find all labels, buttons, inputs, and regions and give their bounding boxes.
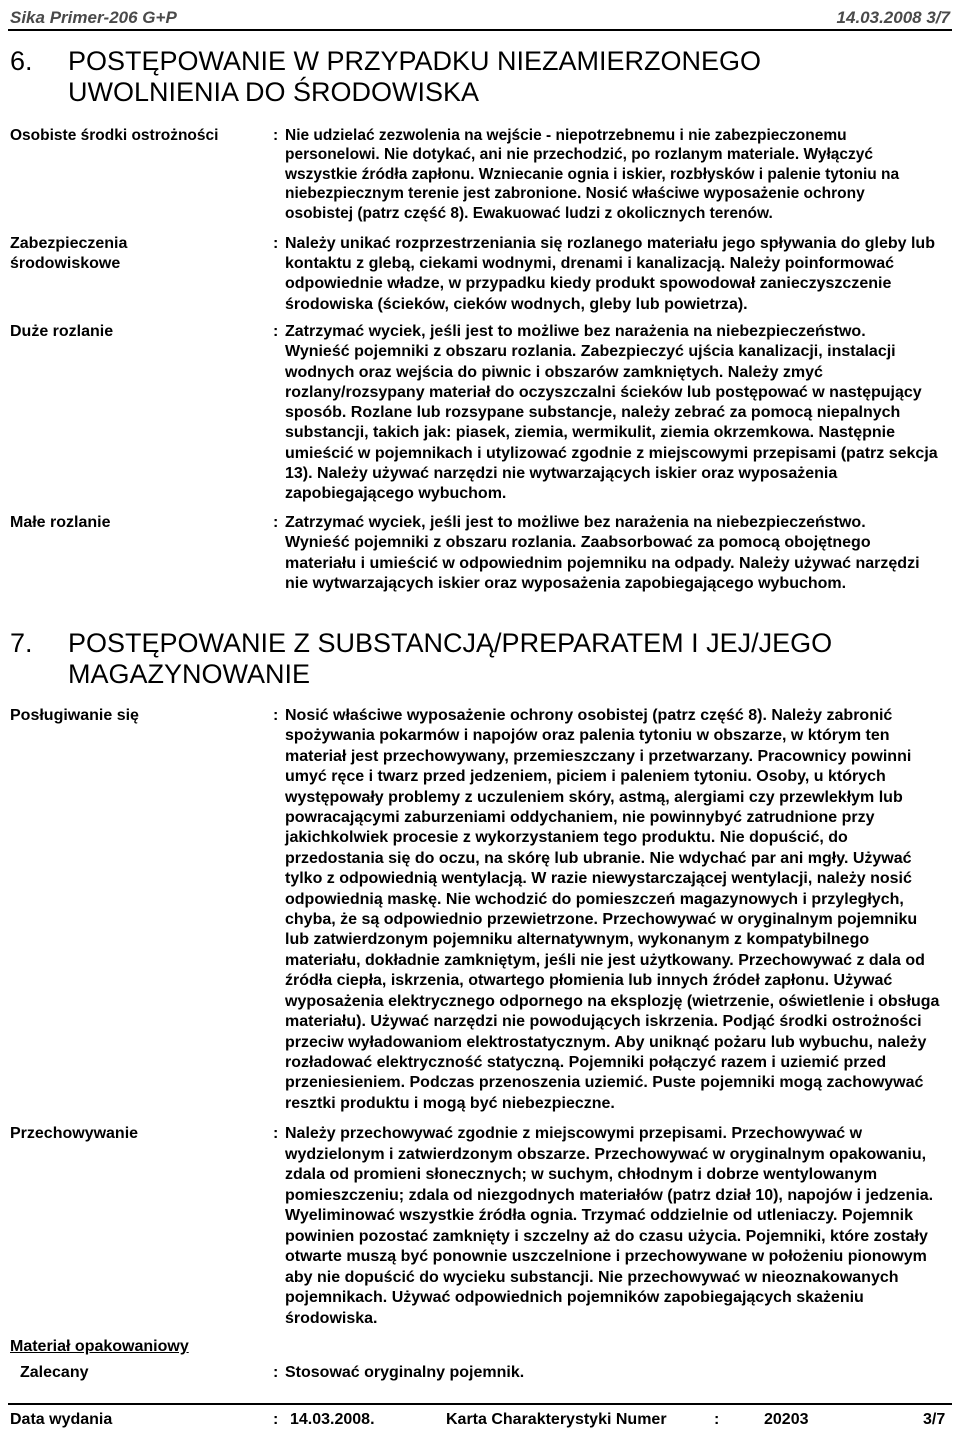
- text-line: nie wytwarzających iskier oraz wyposażenia zapobiegającego wybuchom.: [285, 574, 847, 592]
- handling-label: Posługiwanie się: [10, 707, 139, 724]
- field-colon: :: [273, 1364, 279, 1381]
- section-7-title: [68, 628, 928, 690]
- text-line: kontaktu z glebą, ciekami wodnymi, drenami i kanalizacją. Należy poinformować: [285, 255, 895, 273]
- personal-precautions-text: [285, 126, 953, 223]
- environmental-precautions-text: [285, 234, 953, 315]
- packaging-recommended-label: Zalecany: [20, 1364, 89, 1381]
- text-line: wodnych oraz wejścia do piwnic i obszarów zamkniętych. Należy zmyć: [285, 363, 823, 381]
- text-line: tylko z odpowiednią wentylacją. W razie niewystarczającej wentylacji, należy nosić: [285, 870, 912, 888]
- small-spill-label: Małe rozlanie: [10, 514, 111, 531]
- section-6-title-line2: UWOLNIENIA DO ŚRODOWISKA: [68, 77, 480, 107]
- text-line: Wynieść pojemniki z obszaru rozlania. Zaabsorbować za pomocą obojętnego: [285, 534, 871, 552]
- field-colon: :: [273, 127, 279, 144]
- text-line: powinien pozostać zamknięty i szczelny aż do czasu użycia. Pojemniki, które zostały: [285, 1227, 928, 1245]
- header-date-page: 14.03.2008 3/7: [836, 8, 950, 27]
- storage-label: Przechowywanie: [10, 1125, 139, 1142]
- text-line: pojemnikach. Używać odpowiednich pojemników zapobiegających skażeniu: [285, 1289, 864, 1306]
- text-line: umyć ręce i twarz przed jedzeniem, piciem i paleniem tytoniu. Osoby, u których: [285, 768, 886, 786]
- field-colon: :: [714, 1411, 720, 1428]
- text-line: Należy unikać rozprzestrzeniania się rozlanego materiału jego spływania do gleby lub: [285, 235, 935, 252]
- label-line: środowiskowe: [10, 255, 121, 272]
- text-line: środowiska.: [285, 1309, 378, 1327]
- text-line: wszystkie źródła zapłonu. Wzniecanie ognia i iskier, rozbłysków i palenie tytoniu na: [285, 165, 900, 183]
- footer-sheet-label: Karta Charakterystyki Numer: [446, 1411, 667, 1428]
- text-line: zdala od promieni słonecznych; w suchym, chłodnym i dobrze wentylowanym: [285, 1166, 878, 1183]
- text-line: źródła ciepła, iskrzenia, otwartego płomienia lub innych źródeł zapłonu. Używać: [285, 972, 893, 990]
- text-line: spożywania pokarmów i napojów oraz palenia tytoniu w obszarze, w którym ten: [285, 727, 890, 745]
- text-line: odpowiednie władze, w przypadku kiedy produkt spowodował zanieczyszczenie: [285, 275, 892, 293]
- text-line: występowały problemy z uczuleniem skóry, astmą, alergiami czy przewlekłym lub: [285, 788, 903, 806]
- text-line: umieścić w pojemnikach i utylizować zgodnie z miejscowymi przepisami (patrz sekcja: [285, 444, 938, 462]
- text-line: zapobiegającego wybuchom.: [285, 485, 507, 503]
- personal-precautions-label: Osobiste środki ostrożności: [10, 127, 219, 144]
- text-line: materiału). Używać narzędzi nie powodujących iskrzenia. Podjąć środki ostrożności: [285, 1013, 922, 1031]
- section-6-title: [68, 46, 928, 108]
- field-colon: :: [273, 1125, 279, 1142]
- text-line: pomieszczeniu; zdala od niezgodnych materiałów (patrz dział 10), napojów i jedzenia.: [285, 1186, 934, 1204]
- section-7-number: 7.: [10, 628, 33, 658]
- text-line: Wynieść pojemniki z obszaru rozlania. Zabezpieczyć ujścia kanalizacji, instalacji: [285, 343, 896, 361]
- page-header: [8, 5, 952, 31]
- footer-issue-date: 14.03.2008.: [290, 1411, 375, 1428]
- field-colon: :: [273, 514, 279, 531]
- field-colon: :: [273, 235, 279, 252]
- text-line: 13). Należy używać narzędzi nie wytwarzających iskier oraz wyposażenia: [285, 465, 838, 483]
- small-spill-text: [285, 513, 953, 594]
- text-line: środowiska (ścieków, cieków wodnych, gleby lub powietrza).: [285, 295, 748, 313]
- footer-issue-label: Data wydania: [10, 1411, 113, 1428]
- handling-text: [285, 706, 953, 1114]
- large-spill-text: [285, 322, 953, 505]
- large-spill-label: Duże rozlanie: [10, 323, 114, 340]
- text-line: odpowiednią maskę. Nie wchodzić do pomieszczeń magazynowych i przyległych,: [285, 890, 904, 908]
- page-footer: [8, 1403, 952, 1431]
- text-line: wydzielonym i zatwierdzonym obszarze. Przechowywać w oryginalnym opakowaniu,: [285, 1145, 927, 1163]
- section-6-number: 6.: [10, 46, 33, 76]
- text-line: otwarte muszą być ponownie uszczelnione i przechowywane w położeniu pionowym: [285, 1248, 927, 1265]
- text-line: niebezpiecznym terenie jest zabronione. Nosić właściwe wyposażenie ochrony: [285, 185, 865, 203]
- text-line: Należy przechowywać zgodnie z miejscowymi przepisami. Przechowywać w: [285, 1125, 863, 1142]
- field-colon: :: [273, 707, 279, 724]
- field-colon: :: [273, 1411, 279, 1428]
- environmental-precautions-label: [10, 234, 260, 274]
- header-product-name: Sika Primer-206 G+P: [10, 8, 177, 27]
- text-line: personelowi. Nie dotykać, ani nie przechodzić, po rozlanym materiale. Wyłączyć: [285, 146, 874, 164]
- section-6-title-line1: POSTĘPOWANIE W PRZYPADKU NIEZAMIERZONEGO: [68, 46, 762, 76]
- text-line: Zatrzymać wyciek, jeśli jest to możliwe bez narażenia na niebezpieczeństwo.: [285, 323, 866, 340]
- text-line: Nosić właściwe wyposażenie ochrony osobistej (patrz część 8). Należy zabronić: [285, 707, 893, 724]
- field-colon: :: [273, 323, 279, 340]
- section-7-title-line2: MAGAZYNOWANIE: [68, 659, 311, 689]
- text-line: rozładować elektryczność statyczną. Pojemniki połączyć razem i uziemić przed: [285, 1053, 887, 1071]
- storage-text: [285, 1124, 953, 1329]
- footer-sheet-number: 20203: [764, 1411, 809, 1428]
- text-line: substancji, takich jak: piasek, ziemia, wermikulit, ziemia okrzemkowa. Następnie: [285, 424, 896, 442]
- text-line: wyposażenia elektrycznego odpornego na eksplozję (wietrzenie, oświetlenie i obsługa: [285, 992, 940, 1010]
- text-line: przedostania się do oczu, na skórę lub ubranie. Nie wdychać par ani mgły. Używać: [285, 849, 912, 867]
- text-line: Nie udzielać zezwolenia na wejście - niepotrzebnemu i nie zabezpieczonemu: [285, 127, 847, 144]
- text-line: przeniesieniem. Podczas przenoszenia uziemić. Puste pojemniki mogą zachowywać: [285, 1074, 924, 1092]
- text-line: sposób. Rozlane lub rozsypane substancje, należy zebrać za pomocą niepalnych: [285, 404, 901, 422]
- label-line: Zabezpieczenia: [10, 235, 128, 252]
- text-line: Zatrzymać wyciek, jeśli jest to możliwe bez narażenia na niebezpieczeństwo.: [285, 514, 866, 531]
- text-line: materiał jest przechowywany, przemieszczany i przetwarzany. Pracownicy powinni: [285, 747, 912, 765]
- text-line: resztki produktu i mogą być niebezpieczne.: [285, 1094, 615, 1112]
- packaging-recommended-value: Stosować oryginalny pojemnik.: [285, 1364, 525, 1381]
- text-line: osobistej (patrz część 8). Ewakuować ludzi z okolicznych terenów.: [285, 204, 773, 222]
- text-line: lub zatwierdzonym pojemniku alternatywnym, wykonanym z kompatybilnego: [285, 931, 870, 949]
- packaging-material-heading: Materiał opakowaniowy: [10, 1338, 189, 1355]
- text-line: materiału, dokładnie zamkniętym, jeśli nie jest użytkowany. Przechowywać z dala od: [285, 951, 925, 969]
- text-line: aby nie dopuścić do wycieku substancji. Nie przechowywać w nieoznakowanych: [285, 1268, 899, 1286]
- text-line: rozlany/rozsypany materiał do oczyszczalni ścieków lub postępować w następujący: [285, 383, 922, 401]
- text-line: materiału i umieścić w odpowiednim pojemniku na odpady. Należy używać narzędzi: [285, 554, 920, 572]
- text-line: jakichkolwiek procesie z wykorzystaniem tego produktu. Nie dopuścić, do: [285, 829, 848, 847]
- text-line: chyba, że są odpowiednio przewietrzone. Przechowywać w oryginalnym pojemniku: [285, 911, 918, 929]
- text-line: przeciw wyładowaniom elektrostatycznym. Aby uniknąć pożaru lub wybuchu, należy: [285, 1033, 927, 1051]
- section-7-title-line1: POSTĘPOWANIE Z SUBSTANCJĄ/PREPARATEM I JEJ/JEGO: [68, 628, 833, 658]
- text-line: powracającymi zaburzeniami oddychaniem, nie powinnybyć zatrudnione przy: [285, 809, 875, 827]
- text-line: Wyeliminować wszystkie źródła ognia. Trzymać oddzielnie od utleniaczy. Pojemnik: [285, 1207, 914, 1224]
- footer-page-number: 3/7: [923, 1411, 946, 1428]
